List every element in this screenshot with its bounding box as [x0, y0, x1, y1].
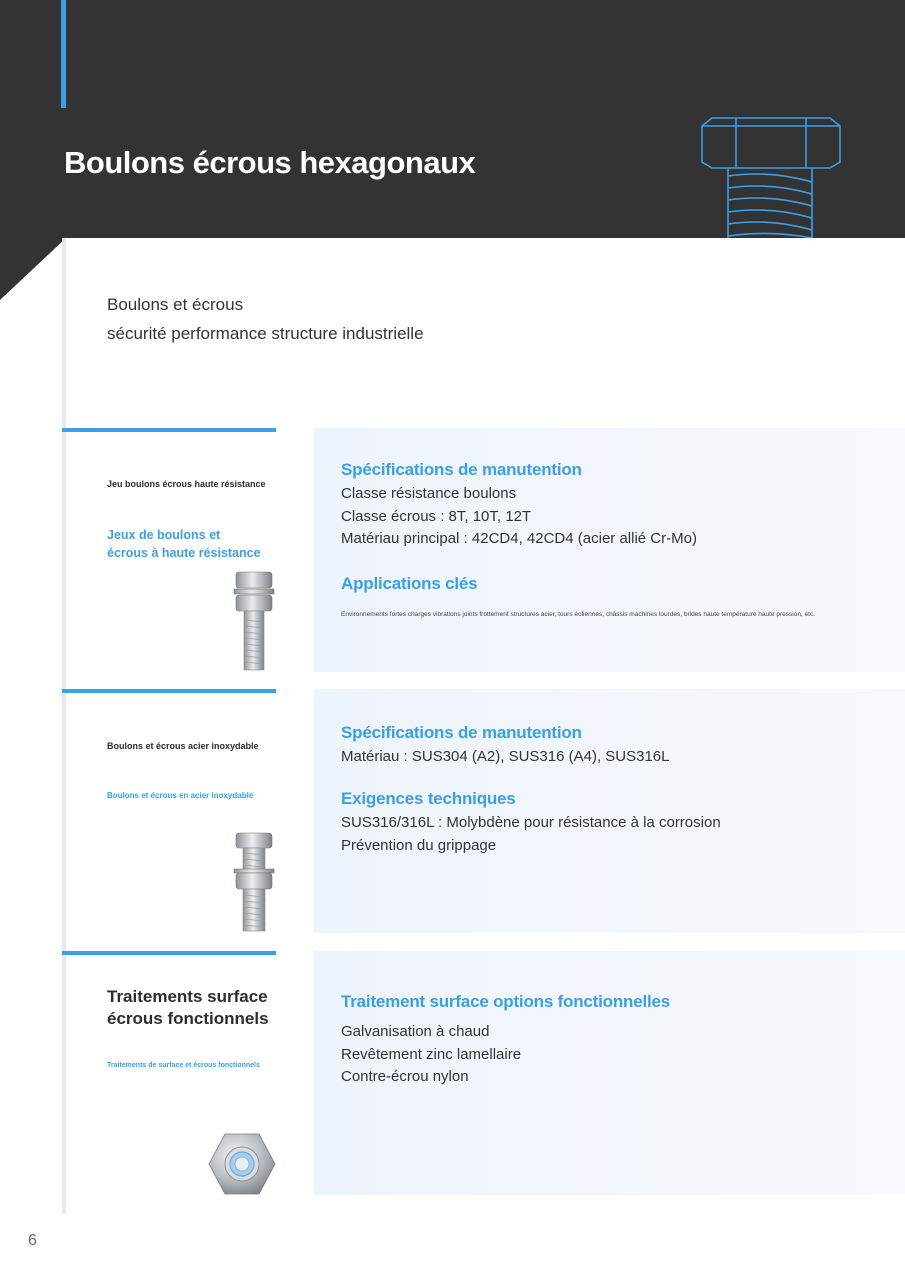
section-2-specs [341, 723, 885, 769]
requirements-heading: Exigences techniques [341, 789, 516, 808]
side-rule [62, 238, 66, 1214]
hero-accent-bar [61, 0, 66, 108]
section-1-panel [314, 428, 905, 672]
treatments-lines: Galvanisation à chaud Revêtement zinc lamellaire Contre-écrou nylon [341, 1023, 522, 1085]
bolt-double-nut-icon [232, 831, 276, 933]
specs-heading: Spécifications de manutention [341, 723, 582, 742]
applications-heading: Applications clés [341, 574, 478, 593]
section-2-title: Boulons et écrous acier inoxydable [107, 741, 259, 751]
requirements-lines: SUS316/316L : Molybdène pour résistance à la corrosion Prévention du grippage [341, 814, 721, 854]
section-1-title: Jeu boulons écrous haute résistance [107, 479, 266, 489]
intro-text [107, 290, 424, 348]
section-1-applications [341, 574, 885, 620]
intro-line-2: sécurité performance structure industrielle [107, 324, 424, 343]
specs-lines: Classe résistance boulons Classe écrous : 8T, 10T, 12T Matériau principal : 42CD4, 42CD4 (acier allié Cr-Mo) [341, 485, 697, 547]
applications-text: Environnements fortes charges vibrations joints frottement structures acier, tours éoliennes, châssis machines lourdes, brides haute température haute pression, etc. [341, 611, 816, 618]
hex-bolt-outline-icon [690, 112, 850, 238]
bolt-with-nut-washer-icon [232, 570, 276, 672]
specs-lines: Matériau : SUS304 (A2), SUS316 (A4), SUS316L [341, 748, 670, 765]
section-2-subtitle: Boulons et écrous en acier inoxydable [107, 791, 254, 800]
corner-triangle-decoration [0, 238, 66, 300]
section-3-title: Traitements surface écrous fonctionnels [107, 987, 269, 1028]
section-3-subtitle: Traitements de surface et écrous fonctionnels [107, 1062, 260, 1069]
section-3-tab-bar [62, 951, 276, 955]
section-1-subtitle: Jeux de boulons et écrous à haute résistance [107, 528, 261, 560]
page-number: 6 [28, 1232, 37, 1249]
specs-heading: Spécifications de manutention [341, 460, 582, 479]
section-2-tab-bar [62, 689, 276, 693]
section-3-panel [314, 951, 905, 1195]
section-2-requirements [341, 789, 885, 857]
section-1-tab-bar [62, 428, 276, 432]
hero-banner [0, 0, 905, 238]
page-title: Boulons écrous hexagonaux [64, 145, 476, 180]
treatments-heading: Traitement surface options fonctionnelles [341, 992, 671, 1011]
section-3-treatments [341, 992, 885, 1089]
section-1-specs [341, 460, 885, 551]
nylon-lock-nut-icon [207, 1131, 277, 1197]
section-2-panel [314, 689, 905, 933]
intro-line-1: Boulons et écrous [107, 295, 244, 314]
